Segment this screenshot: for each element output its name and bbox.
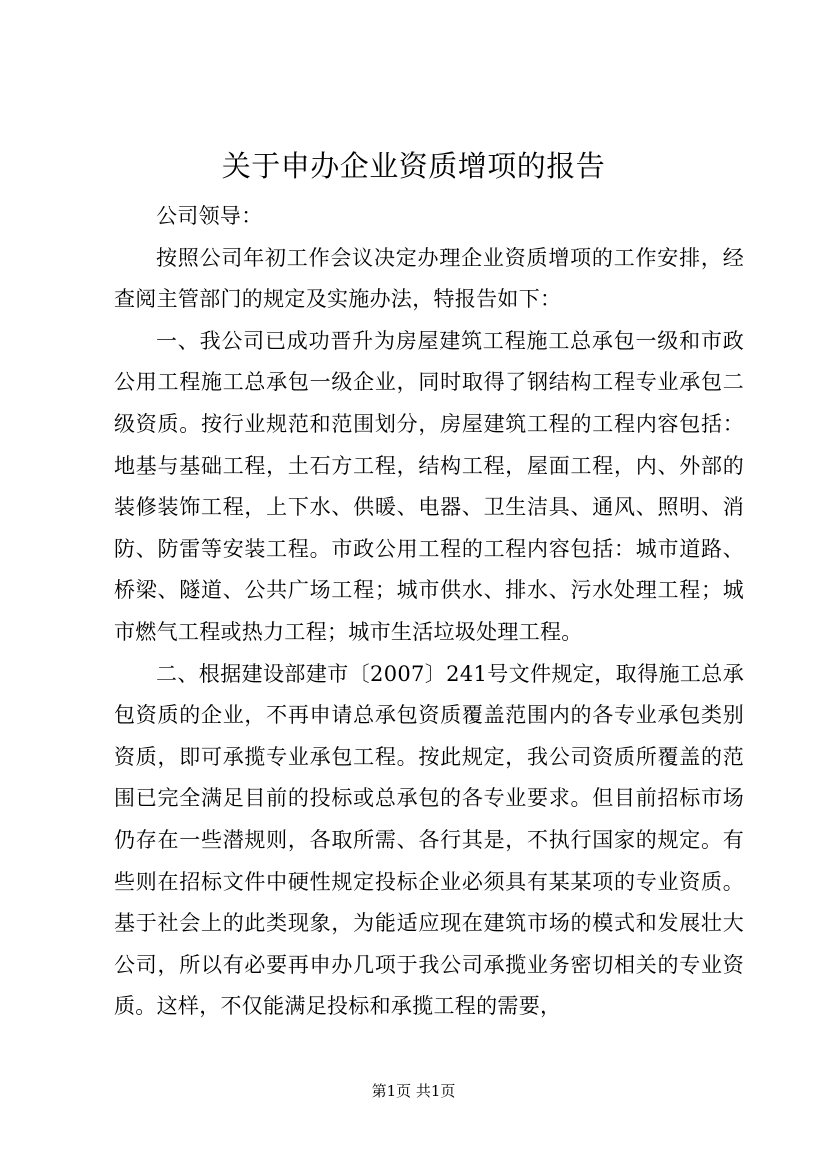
document-title: 关于申办企业资质增项的报告	[221, 149, 606, 183]
paragraph-intro: 按照公司年初工作会议决定办理企业资质增项的工作安排，经查阅主管部门的规定及实施办法，特报告如下：	[114, 245, 744, 312]
paragraph-section-2: 二、根据建设部建市〔2007〕241号文件规定，取得施工总承包资质的企业，不再申请总承包资质覆盖范围内的各专业承包类别资质，即可承揽专业承包工程。按此规定，我公司资质所覆盖的范围已完全满足目前的投标或总承包的各专业要求。但目前招标市场仍存在一些潜规则，各取所需、各行其是，不执行国家的规定。有些则在招标文件中硬性规定投标企业必须具有某某项的专业资质。基于社会上的此类现象，为能适应现在建筑市场的模式和发展壮大公司，所以有必要再申办几项于我公司承揽业务密切相关的专业资质。这样，不仅能满足投标和承揽工程的需要，	[114, 661, 744, 1019]
document-body	[114, 196, 744, 1028]
paragraph-section-1: 一、我公司已成功晋升为房屋建筑工程施工总承包一级和市政公用工程施工总承包一级企业，同时取得了钢结构工程专业承包二级资质。按行业规范和范围划分，房屋建筑工程的工程内容包括：地基与基础工程，土石方工程，结构工程，屋面工程，内、外部的装修装饰工程，上下水、供暖、电器、卫生洁具、通风、照明、消防、防雷等安装工程。市政公用工程的工程内容包括：城市道路、桥梁、隧道、公共广场工程；城市供水、排水、污水处理工程；城市燃气工程或热力工程；城市生活垃圾处理工程。	[114, 328, 744, 644]
page-footer: 第1页 共1页	[371, 1082, 456, 1100]
salutation: 公司领导：	[156, 204, 263, 228]
